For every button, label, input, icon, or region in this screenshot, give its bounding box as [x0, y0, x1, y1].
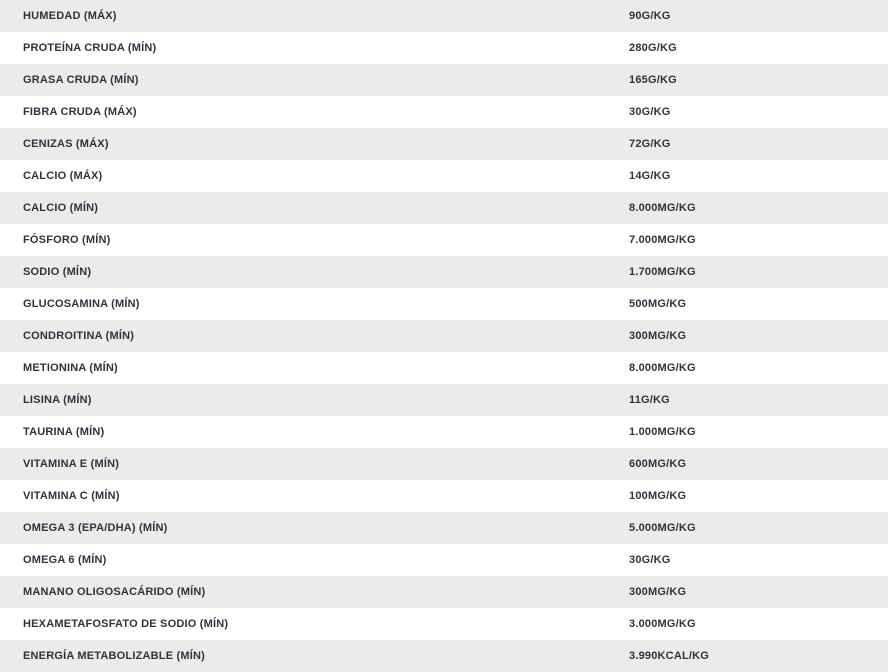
table-row [0, 32, 888, 64]
nutrient-value: 100MG/KG [629, 490, 687, 502]
table-row [0, 160, 888, 192]
nutrient-value: 11G/KG [629, 394, 670, 406]
nutrient-name: GRASA CRUDA (MÍN) [23, 74, 139, 86]
nutrient-name: VITAMINA E (MÍN) [23, 458, 120, 470]
table-row [0, 512, 888, 544]
table-row [0, 224, 888, 256]
nutrient-name: VITAMINA C (MÍN) [23, 490, 120, 502]
nutrient-value: 30G/KG [629, 554, 671, 566]
table-row [0, 448, 888, 480]
nutrient-value: 5.000MG/KG [629, 522, 696, 534]
nutrient-name: TAURINA (MÍN) [23, 426, 105, 438]
nutrient-name: FÓSFORO (MÍN) [23, 234, 111, 246]
nutrient-name: ENERGÍA METABOLIZABLE (MÍN) [23, 650, 205, 662]
nutrient-value: 600MG/KG [629, 458, 687, 470]
nutrient-name: SODIO (MÍN) [23, 266, 92, 278]
nutrient-name: PROTEÍNA CRUDA (MÍN) [23, 42, 157, 54]
nutrient-value: 3.000MG/KG [629, 618, 696, 630]
table-row [0, 64, 888, 96]
nutrient-name: FIBRA CRUDA (MÁX) [23, 106, 137, 118]
nutrient-value: 3.990KCAL/KG [629, 650, 710, 662]
table-row [0, 480, 888, 512]
table-row [0, 128, 888, 160]
nutrient-name: CALCIO (MÁX) [23, 170, 103, 182]
nutrient-value: 8.000MG/KG [629, 362, 696, 374]
nutrient-value: 14G/KG [629, 170, 671, 182]
nutrient-name: METIONINA (MÍN) [23, 362, 118, 374]
nutrient-name: MANANO OLIGOSACÁRIDO (MÍN) [23, 586, 206, 598]
nutrient-value: 30G/KG [629, 106, 671, 118]
table-row [0, 96, 888, 128]
table-row [0, 0, 888, 32]
nutrient-name: CENIZAS (MÁX) [23, 138, 109, 150]
table-row [0, 320, 888, 352]
nutrient-value: 72G/KG [629, 138, 671, 150]
nutrient-value: 1.000MG/KG [629, 426, 696, 438]
nutrient-value: 300MG/KG [629, 586, 687, 598]
nutrient-name: HEXAMETAFOSFATO DE SODIO (MÍN) [23, 618, 229, 630]
nutrient-name: CALCIO (MÍN) [23, 202, 99, 214]
table-row [0, 608, 888, 640]
nutrient-value: 1.700MG/KG [629, 266, 696, 278]
nutrient-name: OMEGA 3 (EPA/DHA) (MÍN) [23, 522, 168, 534]
table-row [0, 192, 888, 224]
nutrient-value: 8.000MG/KG [629, 202, 696, 214]
nutrient-name: OMEGA 6 (MÍN) [23, 554, 107, 566]
table-row [0, 416, 888, 448]
nutrient-value: 165G/KG [629, 74, 677, 86]
nutrient-value: 7.000MG/KG [629, 234, 696, 246]
nutrient-name: GLUCOSAMINA (MÍN) [23, 298, 140, 310]
table-row [0, 256, 888, 288]
nutrient-value: 500MG/KG [629, 298, 687, 310]
table-row [0, 288, 888, 320]
nutrient-value: 280G/KG [629, 42, 677, 54]
nutrient-name: HUMEDAD (MÁX) [23, 10, 117, 22]
nutrient-value: 90G/KG [629, 10, 671, 22]
table-row [0, 352, 888, 384]
table-row [0, 640, 888, 672]
nutrient-name: LISINA (MÍN) [23, 394, 92, 406]
nutrient-name: CONDROITINA (MÍN) [23, 330, 135, 342]
table-row [0, 384, 888, 416]
table-row [0, 576, 888, 608]
nutrient-value: 300MG/KG [629, 330, 687, 342]
table-row [0, 544, 888, 576]
